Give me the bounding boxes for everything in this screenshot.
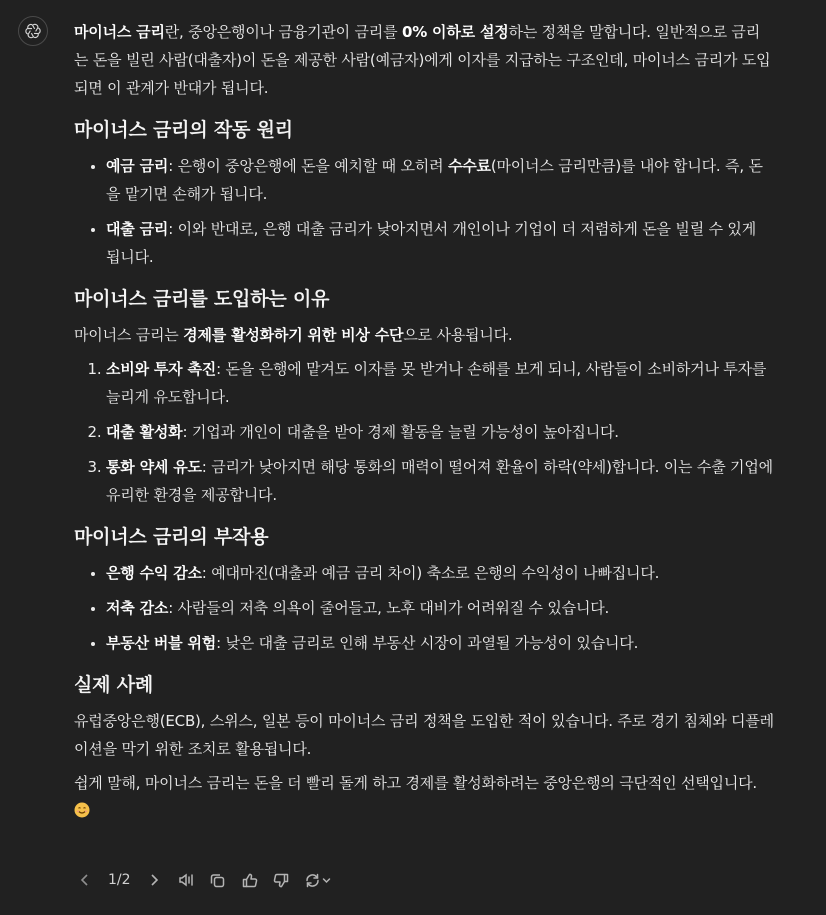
item-text: : 예대마진(대출과 예금 금리 차이) 축소로 은행의 수익성이 나빠집니다. (201, 564, 660, 582)
item-bold: 수수료 (447, 157, 491, 175)
section-heading-examples: 실제 사례 (74, 674, 154, 696)
intro-bold: 경제를 활성화하기 위한 비상 수단 (183, 326, 404, 344)
item-label: 대출 활성화 (106, 423, 183, 441)
intro-text: 란, 중앙은행이나 금융기관이 금리를 (164, 23, 402, 41)
item-text: : 낮은 대출 금리로 인해 부동산 시장이 과열될 가능성이 있습니다. (216, 634, 639, 652)
item-text: : 돈을 은행에 맡겨도 이자를 못 받거나 손해를 보게 되니, 사람들이 소비하거나 투자를 늘리게 유도합니다. (106, 360, 767, 406)
chevron-right-icon[interactable] (143, 869, 165, 891)
item-label: 저축 감소 (106, 599, 169, 617)
intro-text-rest: 하는 정책을 말합니다. 일반적으로 금리는 돈을 빌린 사람(대출자)이 돈을 제공한 사람(예금자)에게 이자를 지급하는 구조인데, 마이너스 금리가 도입되면 이 관계가 반대가 됩니다. (74, 23, 771, 97)
chevron-down-icon (323, 879, 329, 882)
thumbs-up-icon[interactable] (239, 869, 261, 891)
item-text: : 이와 반대로, 은행 대출 금리가 낮아지면서 개인이나 기업이 더 저렴하게 돈을 빌릴 수 있게 됩니다. (106, 220, 757, 266)
section-heading-mechanism: 마이너스 금리의 작동 원리 (74, 119, 293, 141)
item-label: 대출 금리 (106, 220, 169, 238)
item-text: (마이너스 금리만큼)를 내야 합니다. 즉, 돈을 맡기면 손해가 됩니다. (106, 157, 763, 203)
chevron-left-icon[interactable] (74, 869, 96, 891)
summary-paragraph (74, 769, 774, 825)
openai-logo-icon (24, 22, 42, 40)
list-item (106, 629, 774, 657)
item-text: : 사람들의 저축 의욕이 줄어들고, 노후 대비가 어려워질 수 있습니다. (168, 599, 610, 617)
response-pager: 1/2 (108, 872, 131, 888)
thumbs-down-icon[interactable] (271, 869, 293, 891)
item-label: 부동산 버블 위험 (106, 634, 217, 652)
list-item (106, 152, 774, 208)
summary-text: 쉽게 말해, 마이너스 금리는 돈을 더 빨리 돌게 하고 경제를 활성화하려는 중앙은행의 극단적인 선택입니다. (74, 774, 757, 792)
item-text: : 기업과 개인이 대출을 받아 경제 활동을 늘릴 가능성이 높아집니다. (182, 423, 619, 441)
item-text: : 은행이 중앙은행에 돈을 예치할 때 오히려 (168, 157, 448, 175)
intro-bold-rate: 0% 이하로 설정 (401, 23, 509, 41)
list-item (106, 355, 774, 411)
list-item (106, 215, 774, 271)
read-aloud-icon[interactable] (175, 869, 197, 891)
side-effects-list (74, 559, 774, 657)
reasons-intro (74, 321, 774, 349)
assistant-avatar (18, 16, 48, 46)
item-text: : 금리가 낮아지면 해당 통화의 매력이 떨어져 환율이 하락(약세)합니다. 이는 수출 기업에 유리한 환경을 제공합니다. (106, 458, 773, 504)
mechanism-list (74, 152, 774, 271)
intro-text: 마이너스 금리는 (74, 326, 184, 344)
item-label: 예금 금리 (106, 157, 169, 175)
smiling-face-emoji-icon (74, 802, 90, 818)
list-item (106, 559, 774, 587)
examples-paragraph: 유럽중앙은행(ECB), 스위스, 일본 등이 마이너스 금리 정책을 도입한 적이 있습니다. 주로 경기 침체와 디플레이션을 막기 위한 조치로 활용됩니다. (74, 712, 774, 758)
copy-icon[interactable] (207, 869, 229, 891)
section-heading-side-effects: 마이너스 금리의 부작용 (74, 526, 269, 548)
regenerate-icon[interactable] (303, 869, 333, 891)
list-item (106, 418, 774, 446)
list-item (106, 594, 774, 622)
intro-paragraph (74, 18, 774, 102)
item-label: 은행 수익 감소 (106, 564, 202, 582)
assistant-message (74, 18, 774, 831)
intro-bold-term: 마이너스 금리 (74, 23, 165, 41)
item-label: 소비와 투자 촉진 (106, 360, 217, 378)
list-item (106, 453, 774, 509)
intro-text: 으로 사용됩니다. (403, 326, 513, 344)
section-heading-reasons: 마이너스 금리를 도입하는 이유 (74, 288, 330, 310)
message-toolbar (74, 866, 333, 894)
reasons-list (74, 355, 774, 509)
item-label: 통화 약세 유도 (106, 458, 202, 476)
